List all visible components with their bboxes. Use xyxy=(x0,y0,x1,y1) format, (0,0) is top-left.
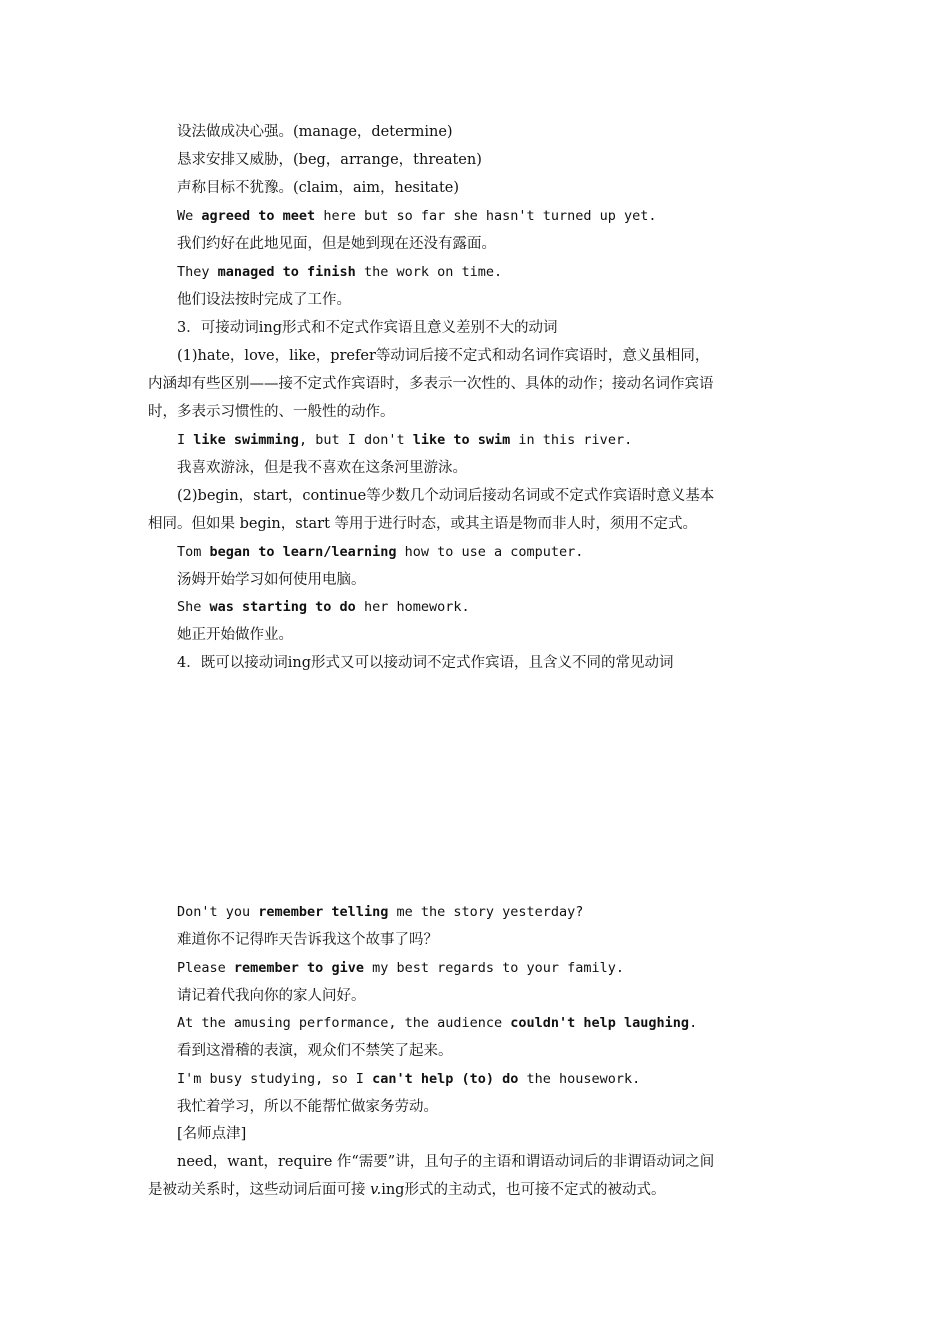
example-translation-6: 难道你不记得昨天告诉我这个故事了吗？ xyxy=(177,932,438,948)
paragraph-2-line-2: 相同。但如果 begin，start 等用于进行时态，或其主语是物而非人时，须用不定式。 xyxy=(148,516,698,532)
example-translation-5: 她正开始做作业。 xyxy=(177,627,293,643)
paragraph-1-line-2: 内涵却有些区别——接不定式作宾语时，多表示一次性的、具体的动作；接动名词作宾语 xyxy=(148,376,714,392)
tip-heading: [名师点津] xyxy=(177,1126,247,1142)
tip-line-2: 是被动关系时，这些动词后面可接 v.ing形式的主动式，也可接不定式的被动式。 xyxy=(148,1182,666,1198)
tip-line-1: need，want，require 作“需要”讲，且句子的主语和谓语动词后的非谓语动词之间 xyxy=(177,1154,715,1170)
example-sentence-7: Please remember to give my best regards to your family. xyxy=(177,960,625,976)
paragraph-2-line-1: (2)begin，start，continue等少数几个动词后接动名词或不定式作宾语时意义基本 xyxy=(177,488,715,504)
example-sentence-9: I'm busy studying, so I can't help (to) do the housework. xyxy=(177,1071,641,1087)
example-translation-7: 请记着代我向你的家人问好。 xyxy=(177,988,366,1004)
example-sentence-8: At the amusing performance, the audience couldn't help laughing. xyxy=(177,1015,698,1031)
example-translation-1: 我们约好在此地见面，但是她到现在还没有露面。 xyxy=(177,236,496,252)
example-sentence-5: She was starting to do her homework. xyxy=(177,599,470,615)
mnemonic-line-3: 声称目标不犹豫。(claim，aim，hesitate) xyxy=(177,180,460,196)
example-translation-9: 我忙着学习，所以不能帮忙做家务劳动。 xyxy=(177,1099,438,1115)
example-sentence-1: We agreed to meet here but so far she hasn't turned up yet. xyxy=(177,208,657,224)
example-sentence-6: Don't you remember telling me the story yesterday? xyxy=(177,904,584,920)
example-translation-4: 汤姆开始学习如何使用电脑。 xyxy=(177,572,366,588)
example-translation-2: 他们设法按时完成了工作。 xyxy=(177,292,351,308)
section-heading-3: 3．可接动词ing形式和不定式作宾语且意义差别不大的动词 xyxy=(177,320,558,336)
example-sentence-2: They managed to finish the work on time. xyxy=(177,264,503,280)
paragraph-1-line-1: (1)hate，love，like，prefer等动词后接不定式和动名词作宾语时，意义虽相同， xyxy=(177,348,710,364)
example-translation-8: 看到这滑稽的表演，观众们不禁笑了起来。 xyxy=(177,1043,453,1059)
example-sentence-4: Tom began to learn/learning how to use a computer. xyxy=(177,544,584,560)
mnemonic-line-1: 设法做成决心强。(manage，determine) xyxy=(177,124,453,140)
example-translation-3: 我喜欢游泳，但是我不喜欢在这条河里游泳。 xyxy=(177,460,467,476)
example-sentence-3: I like swimming, but I don't like to swim in this river. xyxy=(177,432,633,448)
mnemonic-line-2: 恳求安排又威胁，(beg，arrange，threaten) xyxy=(177,152,482,168)
paragraph-1-line-3: 时，多表示习惯性的、一般性的动作。 xyxy=(148,404,395,420)
section-heading-4: 4．既可以接动词ing形式又可以接动词不定式作宾语，且含义不同的常见动词 xyxy=(177,655,674,671)
